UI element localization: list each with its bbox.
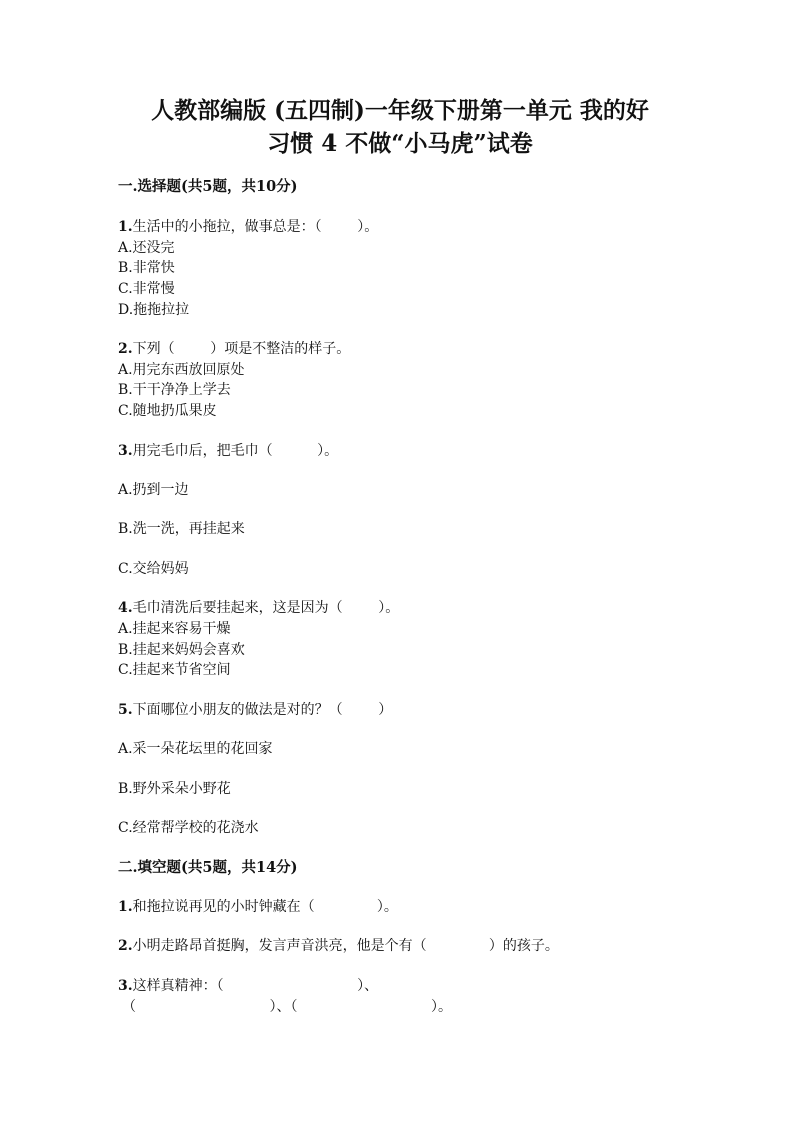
option-c: C.交给妈妈 [118, 561, 189, 577]
question-number: 2. [118, 938, 133, 954]
question-2-choice [118, 339, 350, 359]
question-3-choice [118, 441, 338, 461]
option-a: A.扔到一边 [118, 482, 189, 498]
question-stem: 下面哪位小朋友的做法是对的？（ ） [132, 702, 393, 718]
option-a: A.用完东西放回原处 [118, 362, 245, 378]
question-stem: 这样真精神：（ ）、 [132, 978, 379, 994]
question-stem: 毛巾清洗后要挂起来，这是因为（ ）。 [132, 600, 400, 616]
option-a: A.还没完 [118, 240, 175, 256]
option-c: C.挂起来节省空间 [118, 662, 231, 678]
option-b: B.挂起来妈妈会喜欢 [118, 642, 245, 658]
question-3-fill [118, 976, 378, 996]
question-number: 3. [118, 443, 133, 459]
question-stem: 生活中的小拖拉，做事总是：（ ）。 [132, 219, 379, 235]
option-c: C.随地扔瓜果皮 [118, 403, 217, 419]
option-b: B.洗一洗，再挂起来 [118, 521, 245, 537]
question-number: 1. [118, 899, 133, 915]
option-a: A.挂起来容易干燥 [118, 621, 231, 637]
document-title-line1: 人教部编版 (五四制)一年级下册第一单元 我的好 [151, 97, 649, 124]
section-heading-fill-blank: 二.填空题(共5题，共14分) [118, 859, 298, 876]
question-number: 3. [118, 978, 133, 994]
question-2-fill [118, 936, 559, 956]
option-c: C.非常慢 [118, 281, 175, 297]
question-3-fill-continuation: （ ）、（ ）。 [122, 999, 453, 1015]
question-stem: 小明走路昂首挺胸，发言声音洪亮，他是个有（ ）的孩子。 [132, 938, 559, 954]
question-5-choice [118, 700, 392, 720]
question-number: 5. [118, 702, 133, 718]
option-b: B.野外采朵小野花 [118, 781, 231, 797]
question-number: 4. [118, 600, 133, 616]
question-number: 1. [118, 219, 133, 235]
question-stem: 和拖拉说再见的小时钟藏在（ ）。 [132, 899, 398, 915]
option-c: C.经常帮学校的花浇水 [118, 820, 259, 836]
question-stem: 下列（ ）项是不整洁的样子。 [132, 341, 351, 357]
question-1-choice [118, 217, 378, 237]
option-b: B.非常快 [118, 260, 175, 276]
document-title-line2: 习惯 4 不做“小马虎”试卷 [267, 130, 533, 157]
option-b: B.干干净净上学去 [118, 382, 231, 398]
question-4-choice [118, 598, 399, 618]
question-stem: 用完毛巾后，把毛巾（ ）。 [132, 443, 339, 459]
section-heading-choice: 一.选择题(共5题，共10分) [118, 178, 298, 195]
option-d: D.拖拖拉拉 [118, 302, 190, 318]
question-1-fill [118, 897, 398, 917]
option-a: A.采一朵花坛里的花回家 [118, 741, 273, 757]
question-number: 2. [118, 341, 133, 357]
